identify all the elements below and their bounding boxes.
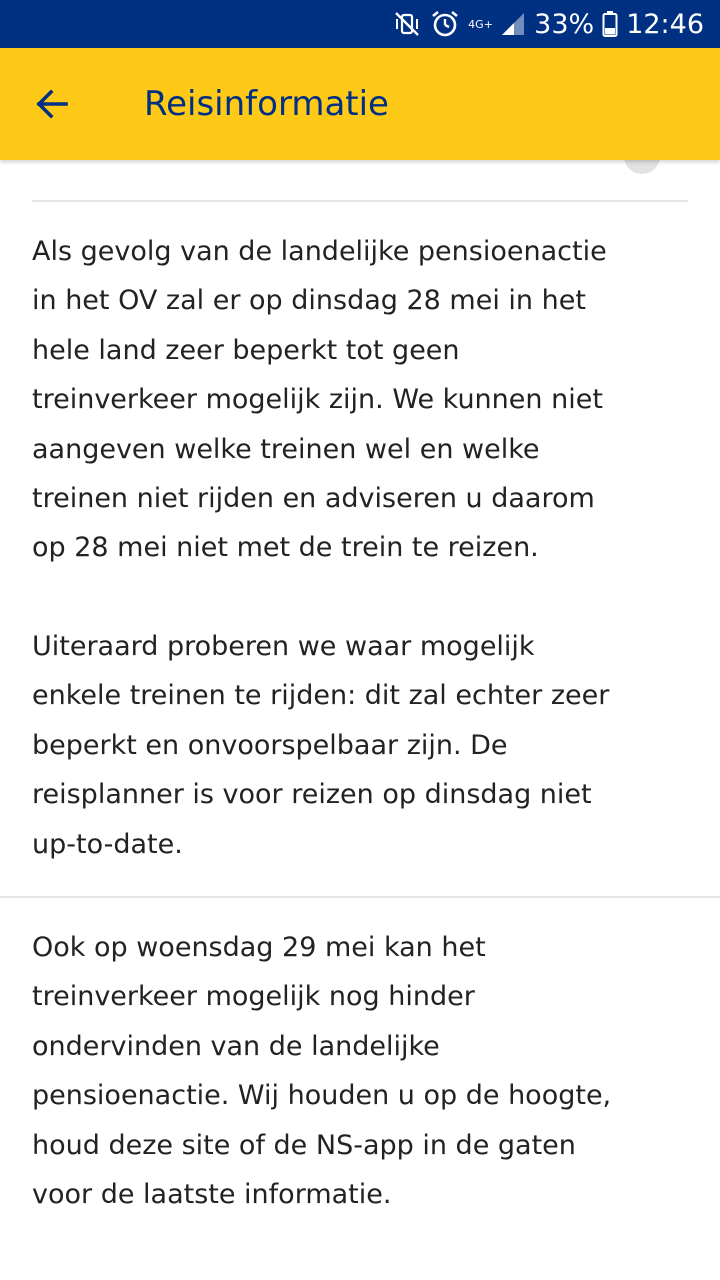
back-button[interactable] bbox=[20, 72, 84, 136]
info-paragraph-1: Als gevolg van de landelijke pensioenactie in het OV zal er op dinsdag 28 mei in het hele land zeer beperkt tot geen treinverkeer mogelijk zijn. We kunnen niet aangeven welke treinen wel en welke treinen niet rijden en adviseren u daarom op 28 mei niet met de trein te reizen. bbox=[32, 236, 607, 564]
toggle-switch[interactable] bbox=[624, 160, 660, 174]
arrow-left-icon bbox=[34, 86, 70, 122]
status-bar bbox=[0, 0, 720, 48]
network-type: 4G+ bbox=[468, 17, 493, 31]
travel-info-content[interactable] bbox=[0, 160, 720, 1280]
partially-hidden-setting-row[interactable] bbox=[32, 160, 688, 200]
clock: 12:46 bbox=[626, 8, 704, 40]
divider bbox=[32, 200, 688, 202]
app-bar bbox=[0, 48, 720, 160]
section-divider bbox=[0, 896, 720, 898]
battery-percent: 33% bbox=[534, 8, 595, 40]
info-paragraph-3: Ook op woensdag 29 mei kan het treinverkeer mogelijk nog hinder ondervinden van de landelijke pensioenactie. Wij houden u op de hoogte, houd deze site of de NS-app in de gaten voor de laatste informatie. bbox=[32, 932, 612, 1211]
battery-icon bbox=[602, 0, 618, 48]
signal-icon bbox=[500, 0, 526, 48]
info-paragraph-2: Uiteraard proberen we waar mogelijk enkele treinen te rijden: dit zal echter zeer beperkt en onvoorspelbaar zijn. De reisplanner is voor reizen op dinsdag niet up-to-date. bbox=[32, 631, 610, 860]
mute-vibrate-icon bbox=[392, 0, 422, 48]
page-title: Reisinformatie bbox=[144, 84, 389, 124]
alarm-icon bbox=[430, 0, 460, 48]
